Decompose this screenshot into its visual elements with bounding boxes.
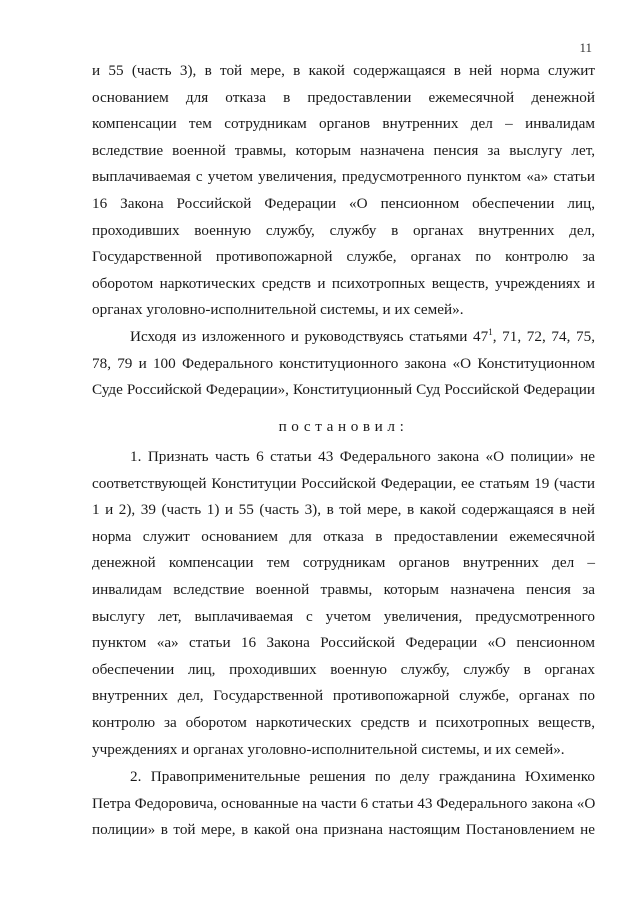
- paragraph-line: учреждениях и органах уголовно-исполнительной системы, и их семей».: [92, 740, 565, 758]
- paragraph-line: 16 Закона Российской Федерации «О пенсионном обеспечении лиц,: [92, 194, 595, 212]
- paragraph-continuation: [92, 58, 595, 324]
- paragraph-line: Государственной противопожарной службе, органах по контролю за: [92, 248, 595, 266]
- paragraph-resolution-basis: [92, 324, 595, 404]
- paragraph-line: контролю за оборотом наркотических средств и психотропных веществ,: [92, 713, 595, 731]
- paragraph-line: проходивших военную службу, службу в органах внутренних дел,: [92, 221, 595, 239]
- paragraph-line: оборотом наркотических средств и психотропных веществ, учреждениях и: [92, 274, 595, 292]
- line-text: , 71, 72, 74, 75,: [492, 328, 595, 345]
- paragraph-line: Петра Федоровича, основанные на части 6 статьи 43 Федерального закона «О: [92, 794, 596, 812]
- paragraph-point-1: [92, 444, 595, 763]
- paragraph-line: вследствие военной травмы, которым назначена пенсия за выслугу лет,: [92, 141, 595, 159]
- paragraph-line: обеспечении лиц, проходивших военную службу, службу в органах: [92, 660, 595, 678]
- superscript: 1: [488, 326, 493, 337]
- paragraph-line: норма служит основанием для отказа в предоставлении ежемесячной: [92, 527, 595, 545]
- paragraph-line: внутренних дел, Государственной противопожарной службе, органах по: [92, 687, 595, 705]
- paragraph-line: выплачиваемая с учетом увеличения, предусмотренного пунктом «а» статьи: [92, 168, 595, 186]
- paragraph-line: [92, 324, 595, 351]
- paragraph-line: денежной компенсации тем сотрудникам органов внутренних дел –: [92, 554, 595, 572]
- paragraph-line: полиции» в той мере, в какой она признана настоящим Постановлением не: [92, 821, 595, 839]
- paragraph-line: 78, 79 и 100 Федерального конституционного закона «О Конституционном: [92, 354, 595, 372]
- paragraph-point-2: [92, 764, 595, 844]
- paragraph-line: компенсации тем сотрудникам органов внутренних дел – инвалидам: [92, 115, 595, 133]
- paragraph-line: 1 и 2), 39 (часть 1) и 55 (часть 3), в той мере, в какой содержащаяся в ней: [92, 501, 595, 519]
- paragraph-line: и 55 (часть 3), в той мере, в какой содержащаяся в ней норма служит: [92, 62, 595, 79]
- paragraph-line: Суде Российской Федерации», Конституционный Суд Российской Федерации: [92, 381, 595, 399]
- paragraph-line: выслугу лет, выплачиваемая с учетом увеличения, предусмотренного: [92, 607, 595, 625]
- line-text: Исходя из изложенного и руководствуясь статьями 47: [130, 328, 489, 345]
- page-number: 11: [579, 40, 592, 55]
- paragraph-line: инвалидам вследствие военной травмы, которым назначена пенсия за: [92, 580, 595, 598]
- paragraph-line: пунктом «а» статьи 16 Закона Российской Федерации «О пенсионном: [92, 634, 595, 652]
- resolution-heading: постановил:: [278, 418, 409, 435]
- paragraph-line: основанием для отказа в предоставлении ежемесячной денежной: [92, 88, 595, 106]
- paragraph-line: органах уголовно-исполнительной системы, и их семей».: [92, 301, 464, 319]
- paragraph-line: соответствующей Конституции Российской Федерации, ее статьям 19 (части: [92, 474, 595, 492]
- paragraph-line: 2. Правоприменительные решения по делу гражданина Юхименко: [130, 768, 595, 785]
- paragraph-line: 1. Признать часть 6 статьи 43 Федерального закона «О полиции» не: [130, 448, 595, 465]
